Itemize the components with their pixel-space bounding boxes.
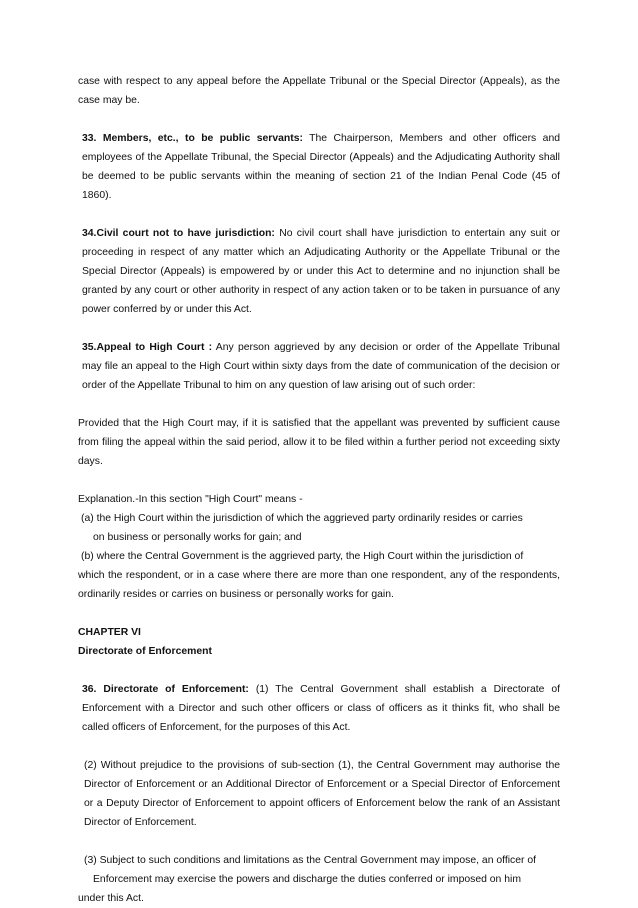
subsection-3-line1: (3) Subject to such conditions and limitations as the Central Government may impose, an officer of bbox=[84, 855, 537, 866]
section-34-body: No civil court shall have jurisdiction to entertain any suit or proceeding in respect of any matter which an Adjudicating Authority or the Appellate Tribunal or the Special Director (Appeals) is empowered by or under this Act to determine and no injunction shall be granted by any court or other authority in respect of any action taken or to be taken in pursuance of any power conferred by or under this Act. bbox=[82, 228, 560, 315]
subsection-3-line2: Enforcement may exercise the powers and discharge the duties conferred or imposed on him bbox=[93, 874, 521, 885]
section-33-body: The Chairperson, Members and other officers and employees of the Appellate Tribunal, the Special Director (Appeals) and the Adjudicating Authority shall be deemed to be public servants within the meaning of section 21 of the Indian Penal Code (45 of 1860). bbox=[82, 133, 561, 201]
section-36-subsection-3 bbox=[78, 851, 560, 908]
explanation-clause-b-line1: (b) where the Central Government is the aggrieved party, the High Court within the jurisdiction of bbox=[81, 551, 524, 562]
section-33-heading: 33. Members, etc., to be public servants: bbox=[82, 133, 303, 144]
explanation-clause-a-line2: on business or personally works for gain; and bbox=[93, 532, 302, 543]
paragraph-continuation: case with respect to any appeal before the Appellate Tribunal or the Special Director (Appeals), as the case may be. bbox=[78, 76, 560, 106]
explanation-block bbox=[78, 490, 560, 604]
section-34-heading: 34.Civil court not to have jurisdiction: bbox=[82, 228, 275, 239]
section-36-heading: 36. Directorate of Enforcement: bbox=[82, 684, 249, 695]
explanation-clause-a-line1: (a) the High Court within the jurisdiction of which the aggrieved party ordinarily resides or carries bbox=[81, 513, 523, 524]
section-35-heading: 35.Appeal to High Court : bbox=[82, 342, 213, 353]
explanation-intro: Explanation.-In this section "High Court" means - bbox=[78, 494, 303, 505]
explanation-clause-b-rest: which the respondent, or in a case where there are more than one respondent, any of the respondents, ordinarily resides or carries on business or personally works for gain. bbox=[78, 570, 560, 600]
section-36-body: (1) The Central Government shall establish a Directorate of Enforcement with a Director and such other officers or class of officers as it thinks fit, who shall be called officers of Enforcement, for the purposes of this Act. bbox=[82, 684, 560, 733]
section-34 bbox=[78, 224, 560, 319]
section-35-body: Any person aggrieved by any decision or order of the Appellate Tribunal may file an appeal to the High Court within sixty days from the date of communication of the decision or order of the Appellate Tribunal to him on any question of law arising out of such order: bbox=[82, 342, 560, 391]
chapter-title: Directorate of Enforcement bbox=[78, 646, 212, 657]
subsection-3-line3: under this Act. bbox=[78, 893, 144, 904]
section-36 bbox=[78, 680, 560, 737]
chapter-heading bbox=[78, 623, 560, 661]
section-36-subsection-2: (2) Without prejudice to the provisions of sub-section (1), the Central Government may authorise the Director of Enforcement or an Additional Director of Enforcement or a Special Director of Enforcement or a Deputy Director of Enforcement to appoint officers of Enforcement below the rank of an Assistant Director of Enforcement. bbox=[84, 760, 560, 828]
section-33 bbox=[78, 129, 560, 205]
chapter-number: CHAPTER VI bbox=[78, 627, 141, 638]
section-35 bbox=[78, 338, 560, 395]
proviso-paragraph: Provided that the High Court may, if it is satisfied that the appellant was prevented by sufficient cause from filing the appeal within the said period, allow it to be filed within a further period not exceeding sixty days. bbox=[78, 418, 560, 467]
